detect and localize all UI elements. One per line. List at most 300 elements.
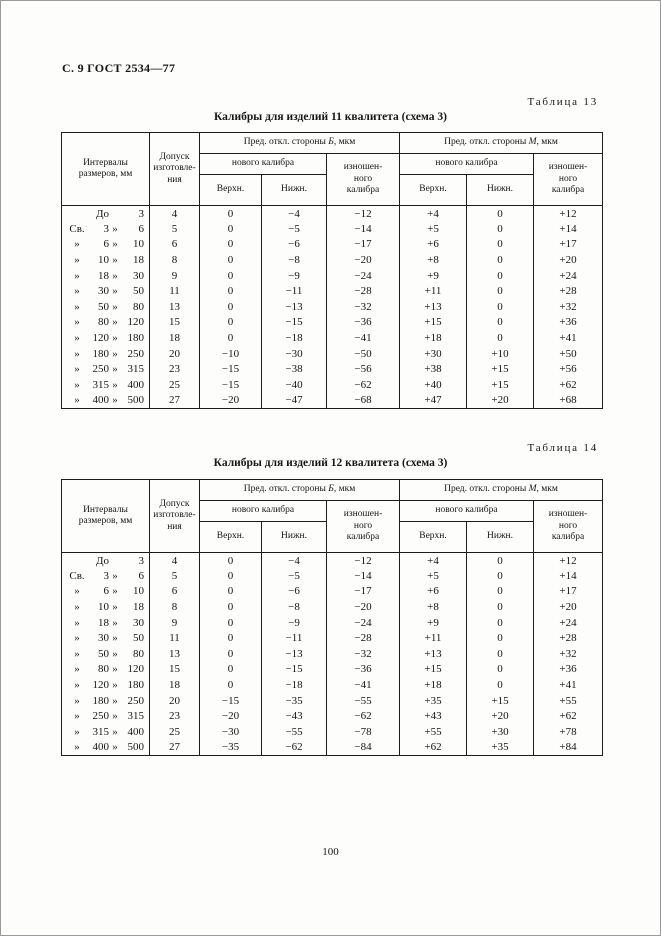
side-b-suffix: , мкм <box>333 137 356 148</box>
value-cell: 0 <box>200 221 262 237</box>
col-header-lower-b: Нижн. <box>262 522 327 553</box>
value-cell: +30 <box>400 346 467 362</box>
value-cell: +17 <box>534 584 603 600</box>
value-cell: +8 <box>400 252 467 268</box>
interval-part: 80 <box>133 300 144 313</box>
value-cell: −15 <box>200 377 262 393</box>
col-group-side-m <box>400 480 603 501</box>
value-cell: 0 <box>200 677 262 693</box>
col-header-worn-caliber-m <box>534 154 603 206</box>
value-cell: 0 <box>467 283 534 299</box>
value-cell: −12 <box>327 553 400 569</box>
value-cell: −30 <box>262 346 327 362</box>
value-cell: 0 <box>200 553 262 569</box>
interval-part: » <box>112 725 118 738</box>
value-cell: −47 <box>262 393 327 409</box>
value-cell: −4 <box>262 206 327 222</box>
value-cell: 27 <box>150 393 200 409</box>
col-header-worn-caliber-b <box>327 501 400 553</box>
value-cell: +35 <box>467 740 534 756</box>
value-cell: −4 <box>262 553 327 569</box>
value-cell: +20 <box>534 599 603 615</box>
col-header-worn-caliber-m <box>534 501 603 553</box>
table-row <box>62 377 603 393</box>
table-row <box>62 724 603 740</box>
interval-part: 315 <box>92 378 109 391</box>
value-cell: −18 <box>262 330 327 346</box>
value-cell: 0 <box>200 268 262 284</box>
interval-part: » <box>74 725 80 738</box>
interval-part: » <box>112 679 118 692</box>
interval-cell <box>62 315 150 331</box>
interval-part: » <box>112 254 118 267</box>
interval-cell <box>62 268 150 284</box>
value-cell: +15 <box>467 361 534 377</box>
value-cell: 13 <box>150 299 200 315</box>
value-cell: +62 <box>534 377 603 393</box>
interval-part: » <box>112 663 118 676</box>
value-cell: +56 <box>534 361 603 377</box>
table-row <box>62 693 603 709</box>
interval-cell <box>62 677 150 693</box>
value-cell: 5 <box>150 221 200 237</box>
interval-cell <box>62 693 150 709</box>
value-cell: +15 <box>467 377 534 393</box>
interval-part: 30 <box>133 269 144 282</box>
value-cell: 5 <box>150 568 200 584</box>
value-cell: +20 <box>467 708 534 724</box>
value-cell: 4 <box>150 553 200 569</box>
table-row <box>62 361 603 377</box>
interval-part: » <box>74 394 80 407</box>
value-cell: 0 <box>200 568 262 584</box>
value-cell: +8 <box>400 599 467 615</box>
side-b-prefix: Пред. откл. стороны <box>243 137 329 148</box>
side-m-suffix: , мкм <box>536 137 558 148</box>
interval-part: » <box>112 601 118 614</box>
interval-cell <box>62 237 150 253</box>
value-cell: +50 <box>534 346 603 362</box>
table-13 <box>61 132 603 409</box>
table-row <box>62 268 603 284</box>
value-cell: −11 <box>262 630 327 646</box>
interval-part: 180 <box>92 694 109 707</box>
value-cell: 0 <box>467 646 534 662</box>
interval-part: » <box>74 694 80 707</box>
side-m-letter: М <box>528 484 537 495</box>
interval-part: 50 <box>98 647 109 660</box>
col-header-upper-b: Верхн. <box>200 175 262 206</box>
side-m-letter: М <box>528 137 537 148</box>
interval-part: » <box>74 632 80 645</box>
worn-line: калибра <box>346 185 380 196</box>
interval-part: 10 <box>133 238 144 251</box>
value-cell: +11 <box>400 283 467 299</box>
value-cell: −6 <box>262 237 327 253</box>
value-cell: −36 <box>327 315 400 331</box>
interval-cell <box>62 740 150 756</box>
interval-part: » <box>112 694 118 707</box>
table-row <box>62 299 603 315</box>
interval-part: 80 <box>98 663 109 676</box>
value-cell: −5 <box>262 221 327 237</box>
interval-part: 10 <box>98 601 109 614</box>
value-cell: +15 <box>400 662 467 678</box>
value-cell: +55 <box>534 693 603 709</box>
interval-part: 400 <box>92 741 109 754</box>
value-cell: −11 <box>262 283 327 299</box>
interval-part: » <box>74 347 80 360</box>
value-cell: 8 <box>150 599 200 615</box>
table-14-title: Калибры для изделий 12 квалитета (схема 3) <box>213 457 448 469</box>
value-cell: −36 <box>327 662 400 678</box>
value-cell: +12 <box>534 553 603 569</box>
value-cell: 0 <box>200 646 262 662</box>
interval-cell <box>62 377 150 393</box>
interval-part: 3 <box>103 569 109 582</box>
value-cell: −55 <box>327 693 400 709</box>
col-header-worn-caliber-b <box>327 154 400 206</box>
worn-line: ного <box>353 173 373 184</box>
table-row <box>62 221 603 237</box>
interval-part: До <box>95 207 109 220</box>
value-cell: +78 <box>534 724 603 740</box>
interval-part: » <box>112 378 118 391</box>
value-cell: +14 <box>534 221 603 237</box>
value-cell: 6 <box>150 237 200 253</box>
interval-part: » <box>74 647 80 660</box>
tolerance-line: Допуск <box>159 151 190 162</box>
value-cell: +9 <box>400 615 467 631</box>
value-cell: −28 <box>327 283 400 299</box>
value-cell: −20 <box>327 599 400 615</box>
interval-part: » <box>112 363 118 376</box>
value-cell: +84 <box>534 740 603 756</box>
interval-part: » <box>74 254 80 267</box>
value-cell: 25 <box>150 377 200 393</box>
value-cell: −56 <box>327 361 400 377</box>
value-cell: −32 <box>327 299 400 315</box>
value-cell: 0 <box>467 599 534 615</box>
interval-part: 120 <box>92 679 109 692</box>
value-cell: +24 <box>534 268 603 284</box>
value-cell: +4 <box>400 553 467 569</box>
worn-line: калибра <box>551 185 585 196</box>
value-cell: +13 <box>400 646 467 662</box>
col-group-side-b <box>200 480 400 501</box>
value-cell: 15 <box>150 315 200 331</box>
value-cell: −8 <box>262 252 327 268</box>
table-row <box>62 662 603 678</box>
value-cell: +15 <box>400 315 467 331</box>
value-cell: 23 <box>150 361 200 377</box>
value-cell: 9 <box>150 268 200 284</box>
table-row <box>62 615 603 631</box>
value-cell: 27 <box>150 740 200 756</box>
tolerance-line: изготовле- <box>153 163 196 174</box>
col-header-intervals-label: Интервалы размеров, мм <box>78 157 133 179</box>
value-cell: 0 <box>200 252 262 268</box>
table-row <box>62 206 603 222</box>
interval-cell <box>62 646 150 662</box>
value-cell: −55 <box>262 724 327 740</box>
interval-part: » <box>112 585 118 598</box>
interval-cell <box>62 630 150 646</box>
interval-part: » <box>112 569 118 582</box>
interval-part: » <box>112 632 118 645</box>
table-row <box>62 393 603 409</box>
value-cell: +12 <box>534 206 603 222</box>
tolerance-line: ния <box>167 174 182 185</box>
worn-line: ного <box>558 520 578 531</box>
value-cell: 0 <box>200 330 262 346</box>
side-b-letter: Б <box>328 484 334 495</box>
value-cell: 0 <box>467 330 534 346</box>
table-row <box>62 283 603 299</box>
worn-line: изношен- <box>343 509 383 520</box>
value-cell: 18 <box>150 330 200 346</box>
interval-part: » <box>74 585 80 598</box>
col-header-upper-b: Верхн. <box>200 522 262 553</box>
interval-cell <box>62 584 150 600</box>
value-cell: −10 <box>200 346 262 362</box>
table-row <box>62 568 603 584</box>
interval-part: 120 <box>127 663 144 676</box>
interval-part: 500 <box>127 741 144 754</box>
interval-part: » <box>112 394 118 407</box>
table-row <box>62 646 603 662</box>
value-cell: −62 <box>327 377 400 393</box>
interval-part: 3 <box>103 222 109 235</box>
interval-part: 250 <box>127 347 144 360</box>
value-cell: −13 <box>262 646 327 662</box>
table-13-title: Калибры для изделий 11 квалитета (схема 3) <box>213 111 447 123</box>
value-cell: 0 <box>467 206 534 222</box>
value-cell: +18 <box>400 677 467 693</box>
interval-part: 400 <box>92 394 109 407</box>
worn-line: изношен- <box>343 162 383 173</box>
interval-part: 6 <box>103 585 109 598</box>
value-cell: +5 <box>400 568 467 584</box>
interval-part: 120 <box>92 332 109 345</box>
table-row <box>62 630 603 646</box>
worn-line: ного <box>353 520 373 531</box>
worn-line: изношен- <box>548 162 588 173</box>
interval-part: » <box>74 316 80 329</box>
interval-cell <box>62 568 150 584</box>
value-cell: +68 <box>534 393 603 409</box>
interval-part: » <box>112 316 118 329</box>
value-cell: +18 <box>400 330 467 346</box>
value-cell: +20 <box>467 393 534 409</box>
interval-part: 80 <box>133 647 144 660</box>
table-13-label: Таблица 13 <box>527 96 598 108</box>
interval-part: 3 <box>138 554 144 567</box>
value-cell: 0 <box>467 252 534 268</box>
value-cell: −40 <box>262 377 327 393</box>
tolerance-line: Допуск <box>159 498 190 509</box>
value-cell: 9 <box>150 615 200 631</box>
value-cell: +6 <box>400 584 467 600</box>
value-cell: 15 <box>150 662 200 678</box>
interval-part: » <box>112 741 118 754</box>
col-header-lower-m: Нижн. <box>467 175 534 206</box>
interval-part: » <box>74 285 80 298</box>
value-cell: +4 <box>400 206 467 222</box>
value-cell: 0 <box>467 568 534 584</box>
page-number: 100 <box>322 846 339 858</box>
value-cell: −30 <box>200 724 262 740</box>
interval-cell <box>62 283 150 299</box>
interval-part: 400 <box>127 378 144 391</box>
side-m-suffix: , мкм <box>536 484 558 495</box>
interval-part: Св. <box>69 569 85 582</box>
page-header: С. 9 ГОСТ 2534—77 <box>62 61 176 75</box>
value-cell: +5 <box>400 221 467 237</box>
value-cell: −43 <box>262 708 327 724</box>
value-cell: 8 <box>150 252 200 268</box>
table-row <box>62 708 603 724</box>
value-cell: −6 <box>262 584 327 600</box>
value-cell: +47 <box>400 393 467 409</box>
value-cell: 23 <box>150 708 200 724</box>
interval-part: 18 <box>133 601 144 614</box>
interval-part: Св. <box>69 222 85 235</box>
tolerance-line: изготовле- <box>153 510 196 521</box>
interval-part: » <box>74 601 80 614</box>
col-header-tolerance <box>150 480 200 553</box>
col-group-side-m <box>400 133 603 154</box>
interval-part: 30 <box>133 616 144 629</box>
value-cell: −78 <box>327 724 400 740</box>
interval-part: 50 <box>133 285 144 298</box>
value-cell: +10 <box>467 346 534 362</box>
interval-part: 120 <box>127 316 144 329</box>
value-cell: 11 <box>150 630 200 646</box>
interval-part: 250 <box>92 363 109 376</box>
value-cell: −28 <box>327 630 400 646</box>
table-14 <box>61 479 603 756</box>
value-cell: +43 <box>400 708 467 724</box>
value-cell: −17 <box>327 237 400 253</box>
interval-part: 80 <box>98 316 109 329</box>
interval-part: 400 <box>127 725 144 738</box>
interval-part: 180 <box>127 332 144 345</box>
col-header-intervals <box>62 133 150 206</box>
side-b-suffix: , мкм <box>333 484 356 495</box>
value-cell: +55 <box>400 724 467 740</box>
value-cell: −9 <box>262 268 327 284</box>
value-cell: −20 <box>327 252 400 268</box>
value-cell: 0 <box>467 662 534 678</box>
value-cell: −35 <box>200 740 262 756</box>
table-row <box>62 346 603 362</box>
interval-part: 6 <box>138 569 144 582</box>
col-header-upper-m: Верхн. <box>400 175 467 206</box>
table-row <box>62 237 603 253</box>
interval-part: » <box>112 269 118 282</box>
value-cell: +32 <box>534 299 603 315</box>
table-14-label: Таблица 14 <box>527 442 598 454</box>
value-cell: 0 <box>200 630 262 646</box>
interval-part: 500 <box>127 394 144 407</box>
interval-part: » <box>74 710 80 723</box>
value-cell: 0 <box>467 553 534 569</box>
interval-part: » <box>74 332 80 345</box>
interval-part: » <box>74 378 80 391</box>
value-cell: +24 <box>534 615 603 631</box>
interval-cell <box>62 252 150 268</box>
value-cell: −18 <box>262 677 327 693</box>
interval-cell <box>62 206 150 222</box>
interval-part: 18 <box>98 269 109 282</box>
value-cell: 25 <box>150 724 200 740</box>
interval-part: » <box>74 616 80 629</box>
interval-part: 315 <box>127 363 144 376</box>
worn-line: калибра <box>346 532 380 543</box>
value-cell: −14 <box>327 568 400 584</box>
value-cell: 0 <box>467 268 534 284</box>
interval-part: » <box>74 663 80 676</box>
value-cell: +15 <box>467 693 534 709</box>
table-row <box>62 315 603 331</box>
col-header-tolerance <box>150 133 200 206</box>
value-cell: +13 <box>400 299 467 315</box>
value-cell: 4 <box>150 206 200 222</box>
value-cell: −8 <box>262 599 327 615</box>
value-cell: +41 <box>534 330 603 346</box>
col-group-new-caliber-m: нового калибра <box>400 154 534 175</box>
interval-part: » <box>112 710 118 723</box>
col-group-new-caliber-m: нового калибра <box>400 501 534 522</box>
value-cell: +38 <box>400 361 467 377</box>
table-13-header <box>62 133 603 206</box>
table-row <box>62 677 603 693</box>
col-group-new-caliber-b: нового калибра <box>200 154 327 175</box>
value-cell: 0 <box>200 599 262 615</box>
interval-part: » <box>74 269 80 282</box>
interval-part: 250 <box>92 710 109 723</box>
interval-part: 30 <box>98 632 109 645</box>
worn-line: калибра <box>551 532 585 543</box>
value-cell: −41 <box>327 330 400 346</box>
interval-part: » <box>74 741 80 754</box>
value-cell: 0 <box>467 299 534 315</box>
table-14-body <box>62 553 603 756</box>
value-cell: +28 <box>534 630 603 646</box>
value-cell: −5 <box>262 568 327 584</box>
col-group-side-b <box>200 133 400 154</box>
interval-cell <box>62 662 150 678</box>
value-cell: +36 <box>534 315 603 331</box>
interval-part: 18 <box>133 254 144 267</box>
value-cell: +14 <box>534 568 603 584</box>
worn-line: ного <box>558 173 578 184</box>
value-cell: +30 <box>467 724 534 740</box>
value-cell: 6 <box>150 584 200 600</box>
value-cell: +17 <box>534 237 603 253</box>
interval-part: 180 <box>92 347 109 360</box>
value-cell: 0 <box>200 615 262 631</box>
table-row <box>62 584 603 600</box>
interval-part: » <box>112 238 118 251</box>
interval-cell <box>62 724 150 740</box>
value-cell: −15 <box>200 693 262 709</box>
interval-part: » <box>74 679 80 692</box>
value-cell: 20 <box>150 346 200 362</box>
value-cell: 0 <box>200 584 262 600</box>
col-group-new-caliber-b: нового калибра <box>200 501 327 522</box>
